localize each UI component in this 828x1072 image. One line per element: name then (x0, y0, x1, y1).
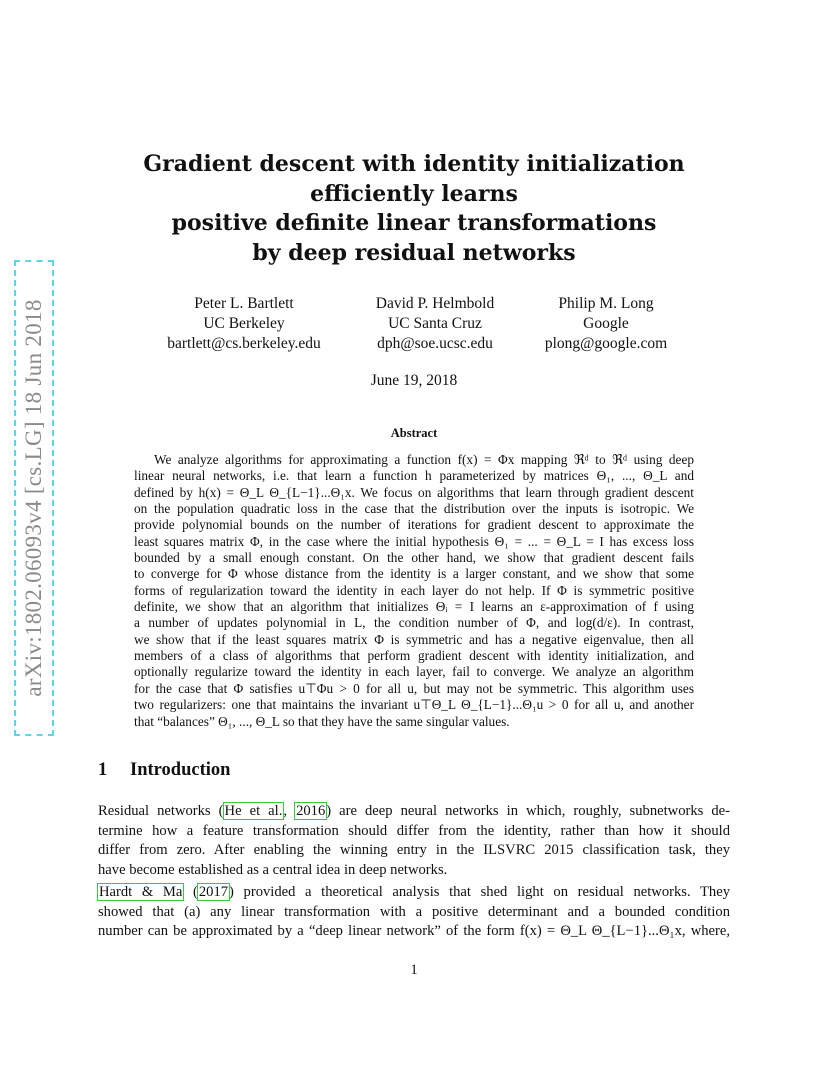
paper-title (0, 150, 828, 268)
abstract-line: we show that if the least squares matrix Φ is symmetric and has a negative eigenvalue, then all (134, 631, 694, 647)
citation-link-2017[interactable]: 2017 (198, 884, 229, 900)
abstract-line: linear neural networks, i.e. that learn a function h parameterized by matrices Θ₁, ..., Θ_L and (134, 468, 694, 484)
abstract-body (134, 452, 694, 730)
paragraph-line: showed that (a) any linear transformation with a positive determinant and a bounded condition (98, 903, 730, 920)
author-name: David P. Helmbold (375, 295, 495, 312)
text-run: ( (183, 884, 198, 900)
abstract-line: on the population quadratic loss in the case that the distribution over the inputs is isotropic. We (134, 501, 694, 517)
citation-link-2016[interactable]: 2016 (296, 803, 326, 819)
section-number: 1 (98, 760, 108, 780)
author-bartlett (156, 294, 332, 354)
title-line: efficiently learns (310, 180, 518, 207)
abstract-line: to converge for Φ whose distance from the identity is a larger constant, and we show that some (134, 566, 694, 582)
abstract-line: least squares matrix Φ, in the case where the initial hypothesis Θ₁ = ... = Θ_L = I has excess loss (134, 533, 694, 549)
section-title: Introduction (130, 760, 231, 780)
abstract-line: members of a class of algorithms that perform gradient descent with identity initialization, and (134, 648, 694, 664)
author-email: dph@soe.ucsc.edu (377, 335, 493, 352)
page-number: 1 (410, 962, 418, 978)
paragraph-line: termine how a feature transformation should differ from the identity, rather than how it should (98, 822, 730, 839)
intro-paragraph-2 (98, 883, 730, 942)
paragraph-line (98, 883, 730, 903)
text-run: ) provided a theoretical analysis that shed light on residual networks. They (229, 884, 730, 900)
author-affiliation: UC Santa Cruz (388, 315, 482, 332)
author-affiliation: Google (583, 315, 629, 332)
abstract-line: We analyze algorithms for approximating a function f(x) = Φx mapping ℜᵈ to ℜᵈ using deep (154, 452, 694, 467)
text-run: , (283, 803, 296, 819)
author-email: bartlett@cs.berkeley.edu (167, 335, 321, 352)
abstract-line: a number of updates polynomial in L, the condition number of Φ, and log(d/ε). In contrast, (134, 615, 694, 631)
abstract-line: defined by h(x) = Θ_L Θ_{L−1}...Θ₁x. We focus on algorithms that learn through gradient descent (134, 484, 694, 500)
abstract-line: definite, we show that an algorithm that initializes Θᵢ = I learns an ε-approximation of f using (134, 599, 694, 615)
abstract-line: that “balances” Θ₁, ..., Θ_L so that they have the same singular values. (134, 713, 510, 729)
section-heading (98, 760, 230, 781)
paragraph-line: number can be approximated by a “deep linear network” of the form f(x) = Θ_L Θ_{L−1}...Θ₁x, where, (98, 923, 730, 939)
citation-link-he[interactable]: He et al. (224, 803, 283, 819)
abstract-line: bounded by a small enough constant. On the other hand, we show that gradient descent fails (134, 550, 694, 566)
author-email: plong@google.com (544, 335, 668, 352)
paper-date: June 19, 2018 (370, 372, 458, 389)
arxiv-identifier: arXiv:1802.06093v4 [cs.LG] 18 Jun 2018 (21, 299, 46, 697)
author-affiliation: UC Berkeley (203, 315, 285, 332)
abstract-line: optionally regularize toward the identity in each layer, fail to converge. We analyze an algorithm (134, 664, 694, 680)
intro-paragraph-1 (98, 802, 730, 880)
title-line: positive definite linear transformations (171, 210, 657, 236)
paragraph-line: have become established as a central idea in deep networks. (98, 861, 448, 878)
abstract-line: two regularizers: one that maintains the invariant u⊤Θ_L Θ_{L−1}...Θ₁u > 0 for all u, and another (134, 697, 694, 713)
author-name: Peter L. Bartlett (194, 295, 294, 312)
abstract-heading: Abstract (390, 426, 438, 440)
title-line: by deep residual networks (252, 239, 576, 266)
abstract-line: for the case that Φ satisfies u⊤Φu > 0 for all u, but may not be symmetric. This algorithm uses (134, 680, 694, 696)
paragraph-line: differ from zero. After enabling the winning entry in the ILSVRC 2015 classification task, they (98, 842, 730, 858)
abstract-line: provide polynomial bounds on the number of iterations for gradient descent to approximate the (134, 517, 694, 533)
paragraph-line (98, 802, 730, 822)
author-helmbold (365, 294, 505, 354)
text-run: Residual networks ( (98, 803, 224, 819)
title-line: Gradient descent with identity initialization (143, 151, 685, 177)
abstract-line: forms of regularization toward the identity in each layer do not help. If Φ is symmetric positive (134, 582, 694, 598)
author-long (536, 294, 676, 354)
text-run: ) are deep neural networks in which, roughly, subnetworks de- (326, 803, 731, 819)
author-name: Philip M. Long (558, 295, 654, 312)
citation-link-hardt-ma[interactable]: Hardt & Ma (99, 884, 183, 900)
